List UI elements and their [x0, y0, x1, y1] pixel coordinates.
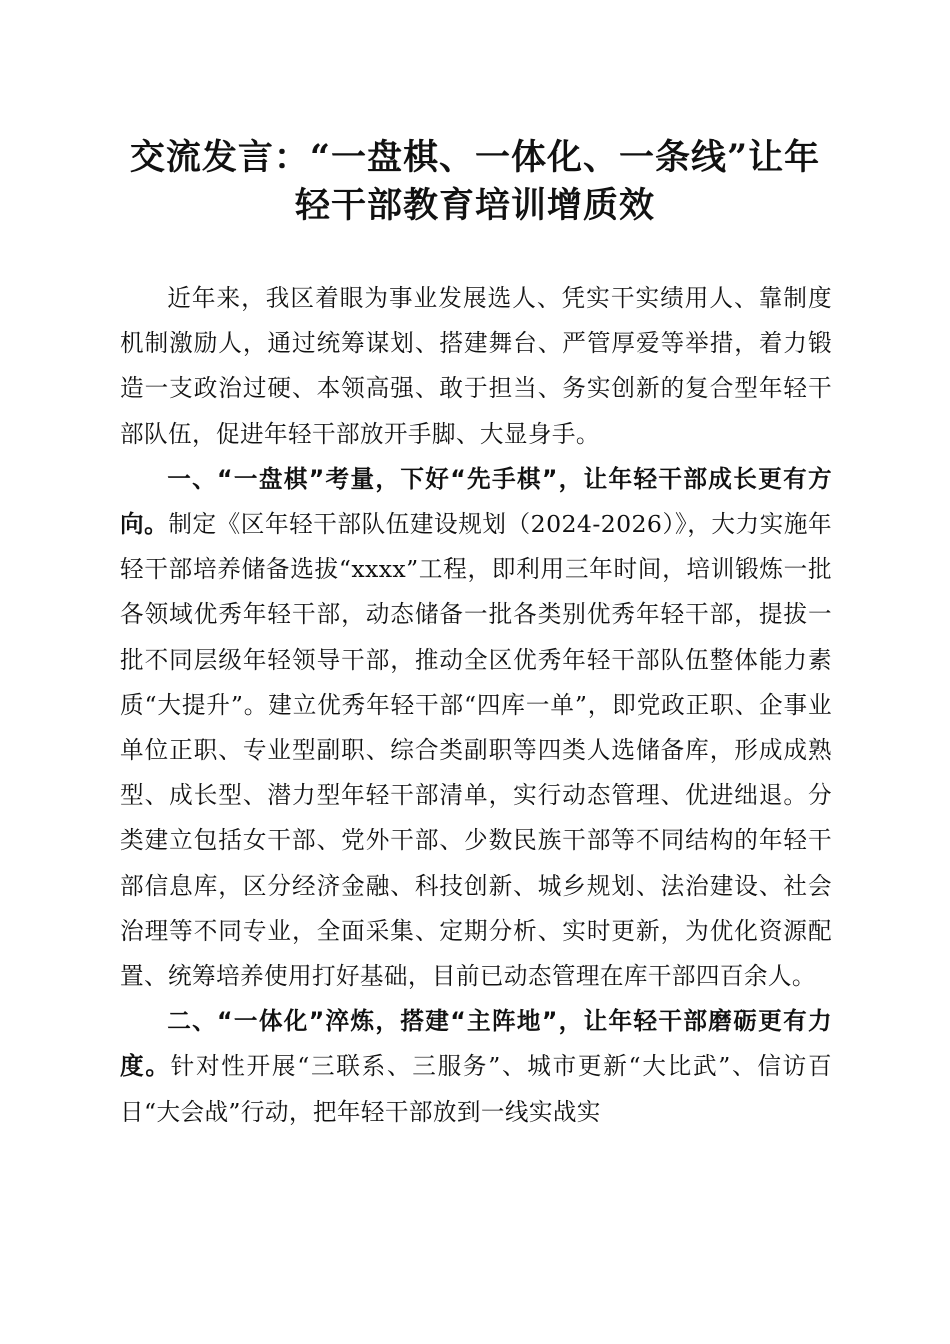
document-body	[120, 276, 832, 1135]
section-1-heading: 一、“一盘棋”考量，下好“先手棋”，让年轻干部成长更有方向。	[120, 464, 832, 539]
section-1-text: 制定《区年轻干部队伍建设规划（2024-2026）》，大力实施年轻干部培养储备选拔“xxxx”工程，即利用三年时间，培训锻炼一批各领域优秀年轻干部，动态储备一批各类别优秀年轻干部，提拔一批不同层级年轻领导干部，推动全区优秀年轻干部队伍整体能力素质“大提升”。建立优秀年轻干部“四库一单”，即党政正职、企事业单位正职、专业型副职、综合类副职等四类人选储备库，形成成熟型、成长型、潜力型年轻干部清单，实行动态管理、优进绌退。分类建立包括女干部、党外干部、少数民族干部等不同结构的年轻干部信息库，区分经济金融、科技创新、城乡规划、法治建设、社会治理等不同专业，全面采集、定期分析、实时更新，为优化资源配置、统筹培养使用打好基础，目前已动态管理在库干部四百余人。	[120, 510, 832, 991]
document-title	[100, 134, 850, 230]
title-line-1: 交流发言：“一盘棋、一体化、一条线”让年	[129, 137, 821, 178]
title-line-2: 轻干部教育培训增质效	[294, 185, 655, 226]
paragraph-intro-text: 近年来，我区着眼为事业发展选人、凭实干实绩用人、靠制度机制激励人，通过统筹谋划、搭建舞台、严管厚爱等举措，着力锻造一支政治过硬、本领高强、敢于担当、务实创新的复合型年轻干部队伍，促进年轻干部放开手脚、大显身手。	[120, 284, 832, 448]
paragraph-section-2	[120, 999, 832, 1135]
paragraph-intro	[120, 276, 832, 457]
paragraph-section-1	[120, 457, 832, 999]
section-2-heading: 二、“一体化”淬炼，搭建“主阵地”，让年轻干部磨砺更有力度。	[120, 1007, 832, 1081]
section-2-text: 针对性开展“三联系、三服务”、城市更新“大比武”、信访百日“大会战”行动，把年轻干部放到一线实战实	[120, 1052, 832, 1126]
